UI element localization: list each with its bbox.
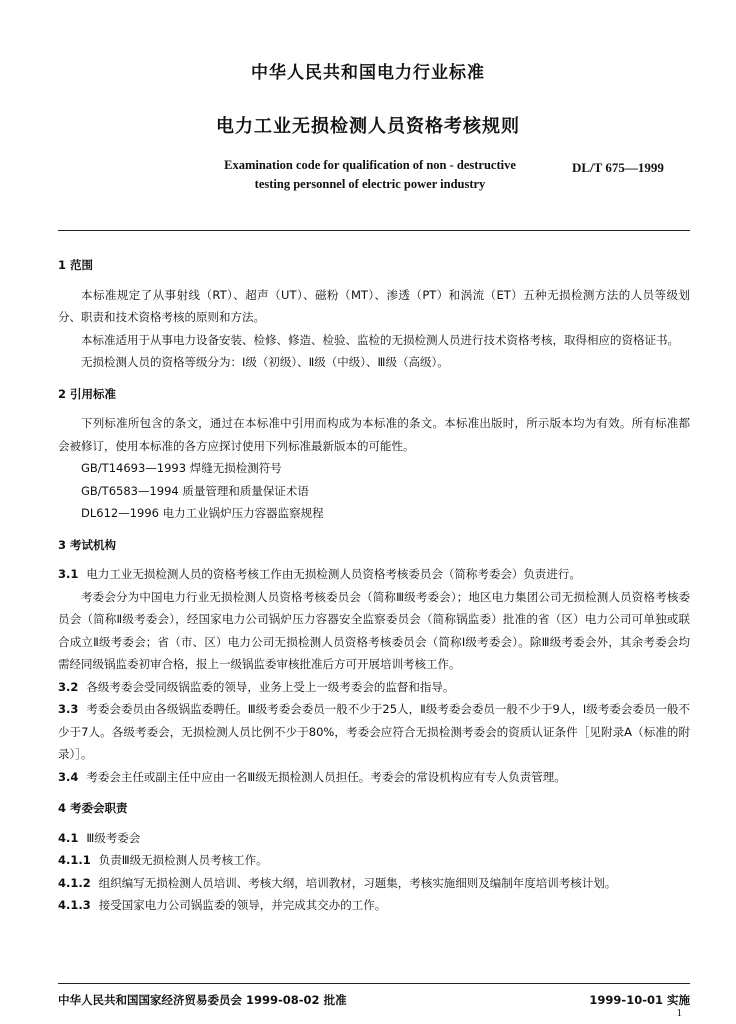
effective-date: 1999-10-01 实施 <box>589 993 690 1007</box>
clause-number: 3.4 <box>58 769 79 784</box>
english-title-line-1: Examination code for qualification of non - destructive <box>224 158 516 172</box>
section-heading-references: 2 引用标准 <box>58 386 117 401</box>
clause-text: 考委会委员由各级锅监委聘任。Ⅲ级考委会委员一般不少于25人，Ⅱ级考委会委员一般不少于9人，Ⅰ级考委会委员一般不少于7人。各级考委会，无损检测人员比例不少于80%，考委会应符合无损检测考委会的资质认证条件［见附录A（标准的附录）］。 <box>58 702 690 761</box>
clause <box>58 766 690 789</box>
footer-divider <box>58 983 690 984</box>
clause <box>58 827 690 850</box>
clause-text: Ⅲ级考委会 <box>86 830 141 845</box>
clause-text: 各级考委会受同级锅监委的领导，业务上受上一级考委会的监督和指导。 <box>86 679 455 694</box>
section-heading-scope: 1 范围 <box>58 258 94 272</box>
english-title <box>170 156 570 194</box>
clause-number: 4.1.3 <box>58 898 91 912</box>
clause-number: 3.1 <box>58 567 79 581</box>
clause <box>58 698 690 766</box>
standard-body-title: 中华人民共和国电力行业标准 <box>251 63 485 83</box>
clause <box>58 894 690 917</box>
clause <box>58 563 690 586</box>
clause-text: 电力工业无损检测人员的资格考核工作由无损检测人员资格考核委员会（简称考委会）负责进行。 <box>86 567 581 581</box>
clause <box>58 849 690 872</box>
paragraph: 无损检测人员的资格等级分为：Ⅰ级（初级）、Ⅱ级（中级）、Ⅲ级（高级）。 <box>81 355 449 369</box>
paragraph: 本标准规定了从事射线（RT）、超声（UT）、磁粉（MT）、渗透（PT）和涡流（ET）五种无损检测方法的人员等级划分、职责和技术资格考核的原则和方法。 <box>58 287 690 324</box>
page-number: 1 <box>676 1007 682 1019</box>
paragraph: 本标准适用于从事电力设备安装、检修、修造、检验、监检的无损检测人员进行技术资格考核，取得相应的资格证书。 <box>81 332 679 347</box>
clause-text: 考委会主任或副主任中应由一名Ⅲ级无损检测人员担任。考委会的常设机构应有专人负责管理。 <box>86 769 566 784</box>
paragraph: 考委会分为中国电力行业无损检测人员资格考核委员会（简称Ⅲ级考委会）；地区电力集团公司无损检测人员资格考核委员会（简称Ⅱ级考委会），经国家电力公司锅炉压力容器安全监察委员会（简称锅监委）批准的省（区）电力公司可单独或联合成立Ⅱ级考委会；省（市、区）电力公司无损检测人员资格考核委员会（简称Ⅰ级考委会）。除Ⅲ级考委会外，其余考委会均需经同级锅监委初审合格，报上一级锅监委审核批准后方可开展培训考核工作。 <box>58 589 690 671</box>
section-heading-exam-body: 3 考试机构 <box>58 537 117 552</box>
clause-number: 3.2 <box>58 679 79 694</box>
clause-number: 4.1.2 <box>58 875 91 890</box>
approval-statement: 中华人民共和国国家经济贸易委员会 1999-08-02 批准 <box>58 993 347 1007</box>
clause <box>58 872 690 895</box>
paragraph: 下列标准所包含的条文，通过在本标准中引用而构成为本标准的条文。本标准出版时，所示版本均为有效。所有标准都会被修订，使用本标准的各方应探讨使用下列标准最新版本的可能性。 <box>58 416 690 453</box>
clause-text: 负责Ⅲ级无损检测人员考核工作。 <box>98 853 268 867</box>
reference-item: GB/T6583—1994 质量管理和质量保证术语 <box>81 483 309 498</box>
document-body <box>58 254 690 917</box>
clause-number: 4.1 <box>58 830 79 845</box>
document-title: 电力工业无损检测人员资格考核规则 <box>216 116 520 137</box>
clause <box>58 676 690 699</box>
reference-item: DL612—1996 电力工业锅炉压力容器监察规程 <box>81 506 324 520</box>
english-title-line-2: testing personnel of electric power industry <box>254 177 486 191</box>
header-divider <box>58 230 690 231</box>
reference-item: GB/T14693—1993 焊缝无损检测符号 <box>81 461 282 475</box>
clause-text: 组织编写无损检测人员培训、考核大纲，培训教材，习题集，考核实施细则及编制年度培训考核计划。 <box>98 875 617 890</box>
clause-text: 接受国家电力公司锅监委的领导，并完成其交办的工作。 <box>98 898 387 912</box>
standard-code: DL/T 675—1999 <box>572 160 664 175</box>
clause-number: 3.3 <box>58 702 79 716</box>
section-heading-duties: 4 考委会职责 <box>58 801 128 815</box>
clause-number: 4.1.1 <box>58 853 91 867</box>
